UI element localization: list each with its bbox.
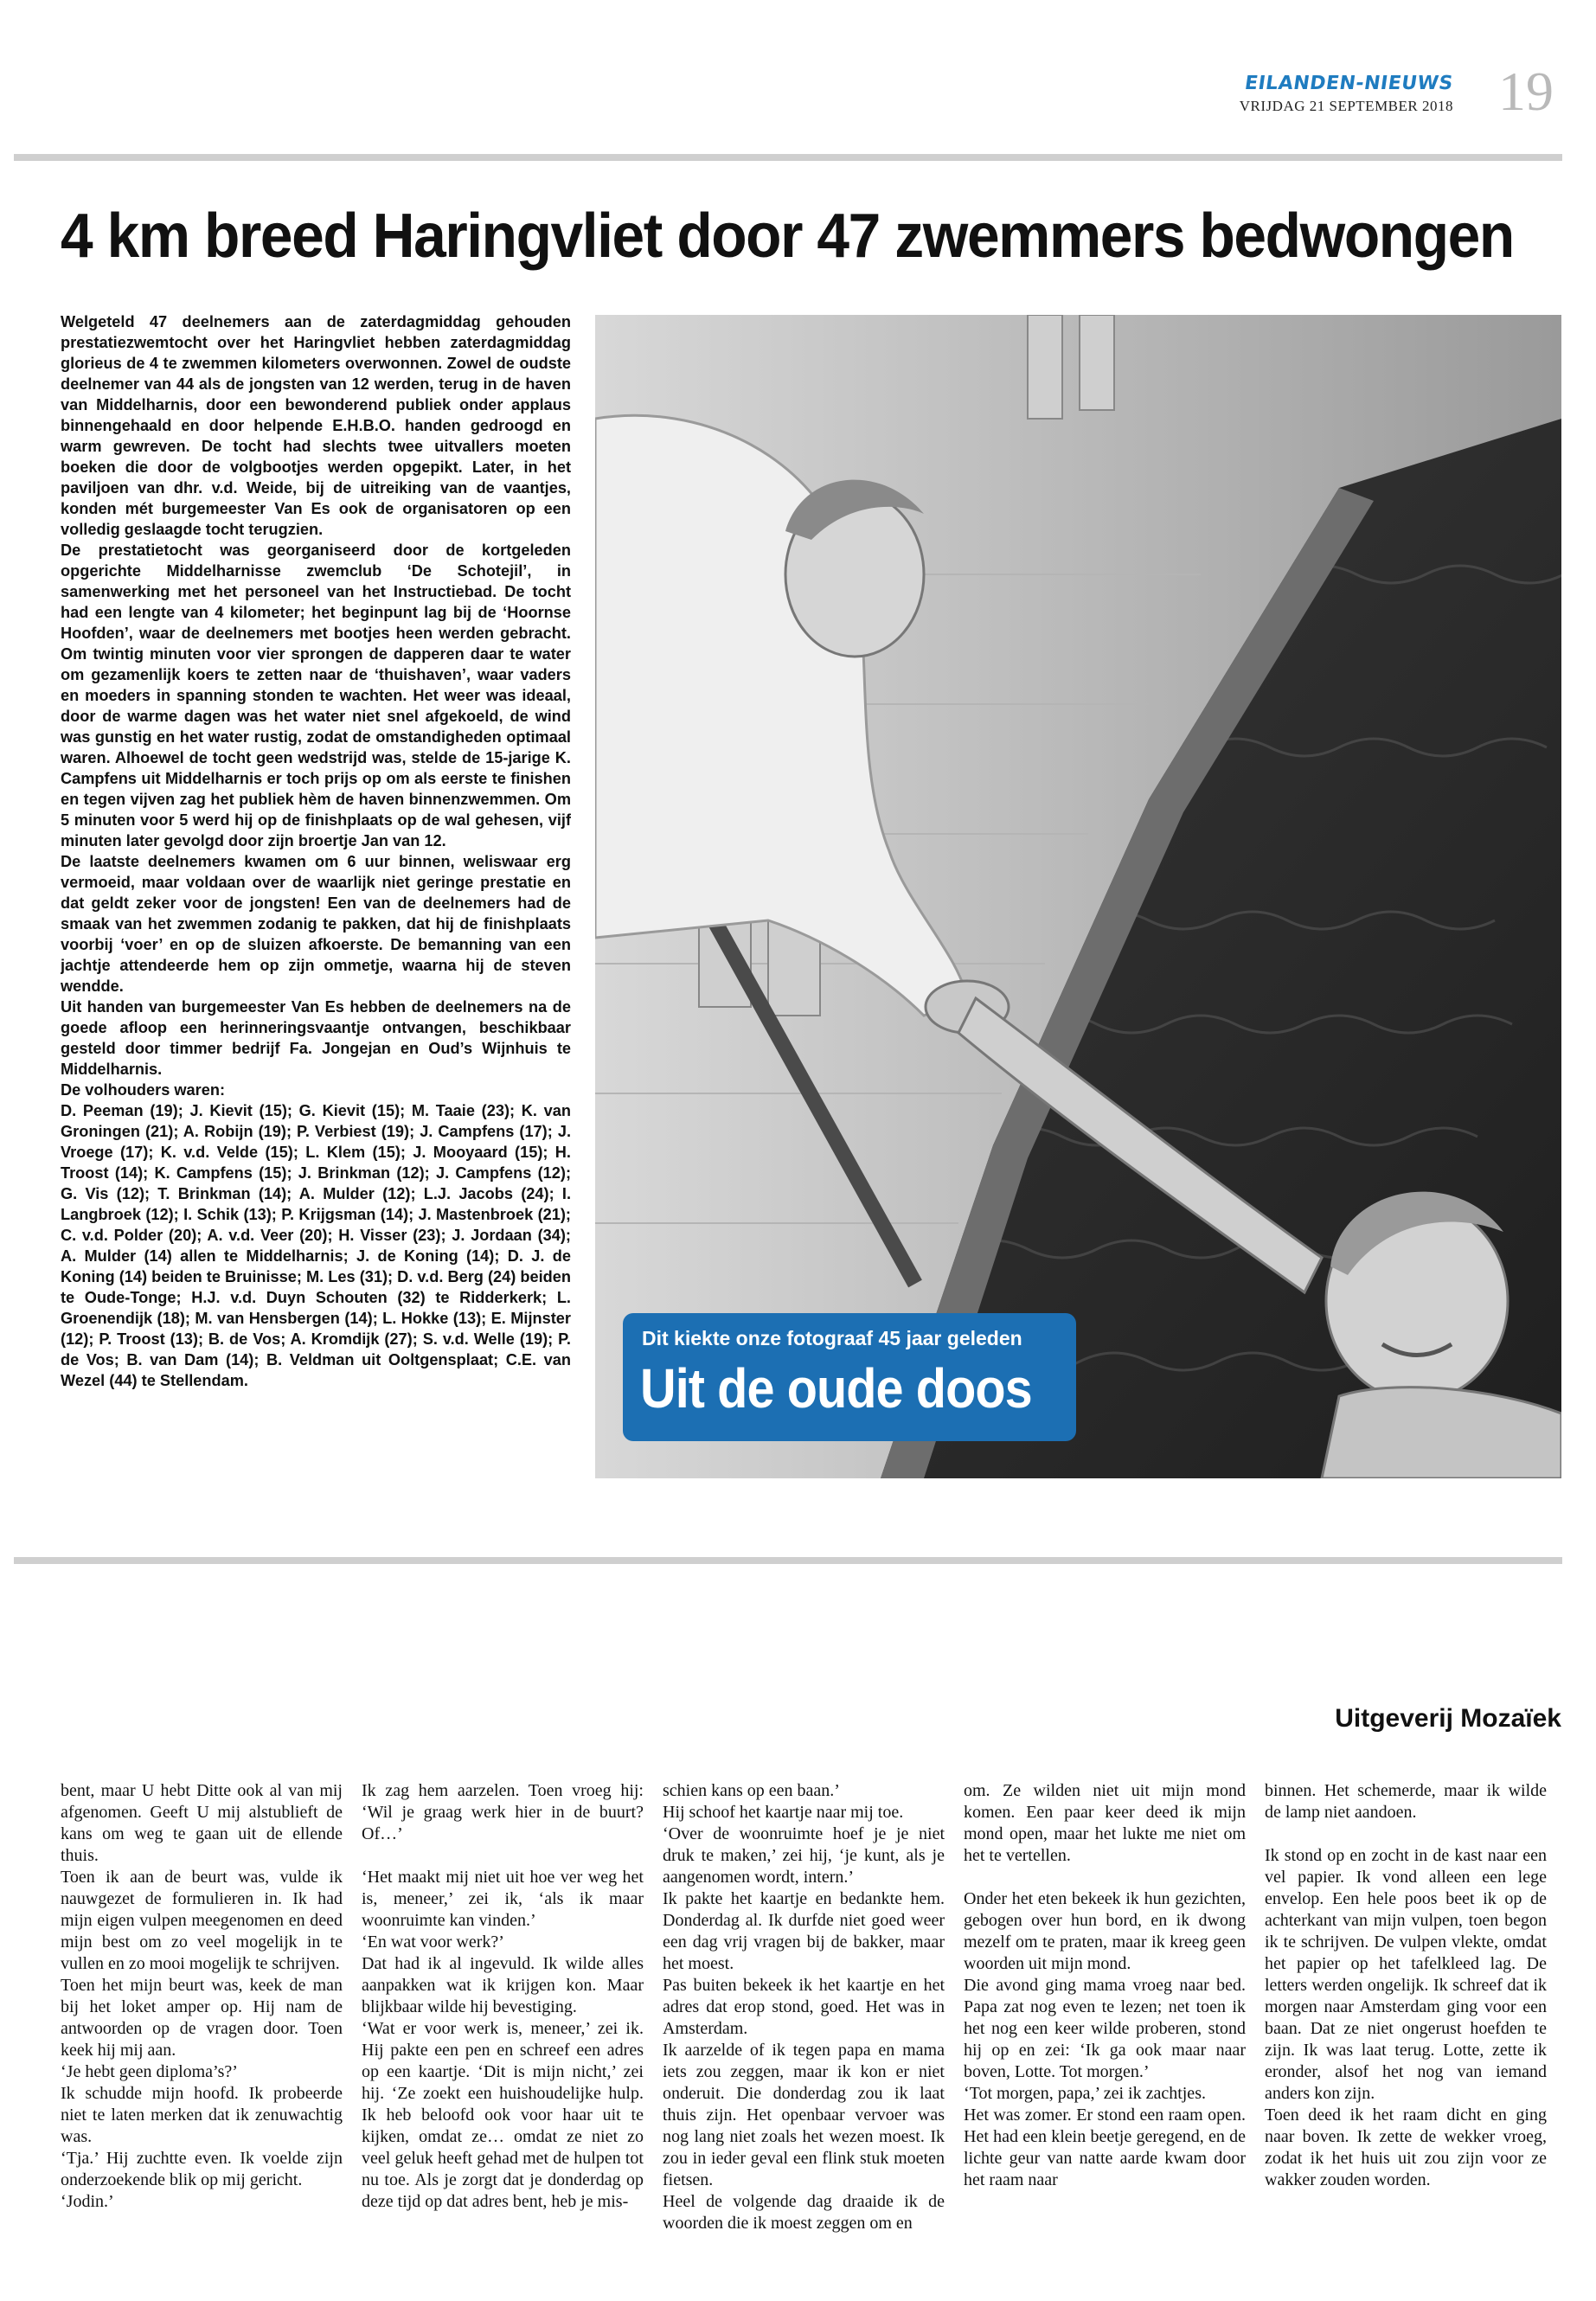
article-headline: 4 km breed Haringvliet door 47 zwemmers bedwongen [61,202,1514,271]
publisher-name: Uitgeverij Mozaïek [1335,1704,1561,1733]
serial-paragraph: ‘Tja.’ Hij zuchtte even. Ik voelde zijn onderzoekende blik op mij gericht. [61,2149,343,2189]
article-paragraph: Welgeteld 47 deelnemers aan de zaterdagmiddag gehouden prestatiezwemtocht over het Haringvliet hebben zaterdagmiddag glorieus de 4 te zwemmen kilometers overwonnen. Zowel de oudste deelnemer van 44 als de jongsten van 12 werden, terug in de haven van Middelharnis, door een bewonderend publiek onder applaus binnengehaald en door helpende E.H.B.O. handen gedroogd en warm gewreven. De tocht had slechts twee uitvallers moeten boeken die door de volgbootjes werden opgepikt. Later, in het paviljoen van dhr. v.d. Weide, bij de uitreiking van de vaantjes, konden mét burgemeester Van Es ook de organisatoren op een volledig geslaagde tocht terugzien. [61,313,571,538]
article-paragraph: De laatste deelnemers kwamen om 6 uur binnen, weliswaar erg vermoeid, maar voldaan over de waarlijk niet geringe prestatie en dat geldt zeker voor de jongsten! Een van de deelnemers had de smaak van het zwemmen zodanig te pakken, dat hij de finishplaats voorbij ‘voer’ en op de sluizen afkoerste. De bemanning van een jachtje attendeerde hem op zijn ommetje, waarna hij de steven wendde. [61,853,571,995]
masthead [1228,73,1453,115]
serial-paragraph: binnen. Het schemerde, maar ik wilde de lamp niet aandoen. [1265,1781,1547,1822]
serial-column-1 [61,1780,343,2213]
serial-column-3 [663,1780,945,2234]
article-paragraph: Uit handen van burgemeester Van Es hebben de deelnemers na de goede afloop een herinneringsvaantje ontvangen, beschikbaar gesteld door timmer bedrijf Fa. Jongejan en Oud’s Wijnhuis te Middelharnis. [61,998,571,1078]
caption-box [623,1313,1076,1441]
header-rule [14,154,1562,161]
archive-photo [595,315,1561,1478]
serial-paragraph: Ik stond op en zocht in de kast naar een vel papier. Ik vond alleen een lege envelop. Een hele poos beet ik op de achterkant van mijn vulpen, toen begon ik te schrijven. De vulpen vlekte, omdat het papier op het tafelkleed lag. De letters werden ongelijk. Ik schreef dat ik morgen naar Amsterdam ging voor een baan. Dat ze niet ongerust hoefden te zijn. Ik was laat terug. Lotte, zette ik eronder, alsof het nog van iemand anders kon zijn. [1265,1846,1547,2103]
serial-paragraph: ‘Het maakt mij niet uit hoe ver weg het is, meneer,’ zei ik, ‘als ik maar woonruimte kan vinden.’ [362,1868,644,1930]
serial-paragraph: Pas buiten bekeek ik het kaartje en het adres dat erop stond, goed. Het was in Amsterdam. [663,1976,945,2038]
section-rule [14,1557,1562,1564]
article-body [61,311,571,1484]
participants-list: D. Peeman (19); J. Kievit (15); G. Kievit (15); M. Taaie (23); K. van Groningen (21); A. Robijn (19); P. Verbiest (19); J. Campfens (17); J. Vroege (17); K. v.d. Velde (15); L. Klem (15); J. Mooyaard (15); H. Troost (14); K. Campfens (15); J. Brinkman (12); J. Campfens (12); G. Vis (12); T. Brinkman (14); A. Mulder (12); L.J. Jacobs (24); I. Langbroek (12); I. Schik (13); P. Krijgsman (14); J. Mastenbroek (21); C. v.d. Polder (20); A. v.d. Veer (20); H. Visser (23); J. Jordaan (34); A. Mulder (14) allen te Middelharnis; J. de Koning (14); D. J. de Koning (14) beiden te Bruinisse; M. Les (31); D. v.d. Berg (24) beiden te Oude-Tonge; H.J. v.d. Duyn Schouten (32) te Ridderkerk; L. Groenendijk (18); M. van Hensbergen (14); L. Hokke (13); E. Mijnster (12); P. Troost (13); B. de Vos; A. Kromdijk (27); S. v.d. Welle (19); P. de Vos; B. van Dam (14); B. Veldman uit Ooltgensplaat; C.E. van Wezel (44) te Stellendam. [61,1102,571,1389]
page-number: 19 [1498,61,1554,122]
caption-title: Uit de oude doos [640,1357,1032,1420]
serial-paragraph: Ik pakte het kaartje en bedankte hem. Donderdag al. Ik durfde niet goed weer een dag vrij vragen bij de bakker, maar het moest. [663,1889,945,1973]
issue-date: VRIJDAG 21 SEPTEMBER 2018 [1239,98,1453,114]
serial-paragraph: Ik schudde mijn hoofd. Ik probeerde niet te laten merken dat ik zenuwachtig was. [61,2084,343,2146]
serial-paragraph: Die avond ging mama vroeg naar bed. Papa zat nog even te lezen; net toen ik het nog een keer wilde proberen, stond hij op en zei: ‘Ik ga ook maar naar boven, Lotte. Tot morgen.’ [964,1976,1246,2081]
serial-column-4 [964,1780,1246,2191]
article-paragraph: De prestatietocht was georganiseerd door de kortgeleden opgerichte Middelharnisse zwemclub ‘De Schotejil’, in samenwerking met het personeel van het Instructiebad. De tocht had een lengte van 4 kilometer; het beginpunt lag bij de ‘Hoornse Hoofden’, waar de deelnemers met bootjes heen werden gebracht. Om twintig minuten voor vier sprongen de dapperen daar te water om gezamenlijk koers te zetten naar de ‘thuishaven’, waar vaders en moeders in spanning stonden te wachten. Het weer was ideaal, door de warme dagen was het water niet snel afgekoeld, de wind was gunstig en het water rustig, zodat de omstandigheden optimaal waren. Alhoewel de tocht geen wedstrijd was, stelde de 15-jarige K. Campfens uit Middelharnis er toch prijs op om als eerste te finishen en tegen vijven zag het publiek hèm de haven binnenzwemmen. Om 5 minuten voor 5 werd hij op de finishplaats op de wal gehesen, vijf minuten later gevolgd door zijn broertje Jan van 12. [61,542,571,849]
serial-paragraph: Hij schoof het kaartje naar mij toe. [663,1803,904,1822]
serial-paragraph: Ik aarzelde of ik tegen papa en mama iets zou zeggen, maar ik kon er niet onderuit. Die donderdag zou ik laat thuis zijn. Het openbaar vervoer was nog lang niet zoals het wezen moest. Ik zou in ieder geval een flink stuk moeten fietsen. [663,2041,945,2189]
serial-paragraph: ‘Tot morgen, papa,’ zei ik zachtjes. [964,2084,1206,2103]
serial-paragraph: Het was zomer. Er stond een raam open. Het had een klein beetje geregend, en de lichte geur van natte aarde kwam door het raam naar [964,2106,1246,2189]
serial-paragraph: Dat had ik al ingevuld. Ik wilde alles aanpakken wat ik krijgen kon. Maar blijkbaar wilde hij bevestiging. [362,1954,644,2016]
serial-paragraph: Onder het eten bekeek ik hun gezichten, gebogen over hun bord, en ik dwong mezelf om te praten, maar ik kreeg geen woorden uit mijn mond. [964,1889,1246,1973]
article-paragraph: De volhouders waren: [61,1081,226,1099]
serial-paragraph: Toen deed ik het raam dicht en ging naar boven. Ik zette de wekker vroeg, zodat ik het huis uit zou zijn voor ze wakker zouden worden. [1265,2106,1547,2189]
serial-paragraph: ‘Over de woonruimte hoef je je niet druk te maken,’ zei hij, ‘je kunt, als je aangenomen wordt, intern.’ [663,1824,945,1887]
serial-column-5 [1265,1780,1547,2191]
photo-illustration [595,315,1561,1478]
serial-paragraph: om. Ze wilden niet uit mijn mond komen. Een paar keer deed ik mijn mond open, maar het lukte me niet om het te vertellen. [964,1781,1246,1865]
newspaper-logo: EILANDEN-NIEUWS [1243,73,1455,94]
serial-paragraph: ‘Wat er voor werk is, meneer,’ zei ik. Hij pakte een pen en schreef een adres op een kaartje. ‘Dit is mijn nicht,’ zei hij. ‘Ze zoekt een huishoudelijke hulp. Ik heb beloofd ook voor haar uit te kijken, omdat ze… omdat ze niet zo veel geluk heeft gehad met de hulpen tot nu toe. Als je zorgt dat je donderdag op deze tijd op dat adres bent, heb je mis- [362,2019,644,2211]
serial-column-2 [362,1780,644,2213]
serial-paragraph: ‘Jodin.’ [61,2192,114,2211]
serial-paragraph: Toen ik aan de beurt was, vulde ik nauwgezet de formulieren in. Ik had mijn eigen vulpen meegenomen en deed mijn best om zo veel mogelijk in te vullen en zo mooi mogelijk te schrijven. [61,1868,343,1973]
caption-kicker: Dit kiekte onze fotograaf 45 jaar geleden [642,1327,1022,1349]
serial-paragraph: Toen het mijn beurt was, keek de man bij het loket amper op. Hij nam de antwoorden op de vragen door. Toen keek hij mij aan. [61,1976,343,2060]
serial-paragraph: ‘Je hebt geen diploma’s?’ [61,2062,238,2081]
serial-paragraph: bent, maar U hebt Ditte ook al van mij afgenomen. Geeft U mij alstublieft de kans om weg te gaan uit de ellende thuis. [61,1781,343,1865]
serial-paragraph: schien kans op een baan.’ [663,1781,840,1800]
serial-paragraph: Heel de volgende dag draaide ik de woorden die ik moest zeggen om en [663,2192,945,2233]
serial-paragraph: ‘En wat voor werk?’ [362,1932,504,1952]
serial-paragraph: Ik zag hem aarzelen. Toen vroeg hij: ‘Wil je graag werk hier in de buurt? Of…’ [362,1781,644,1843]
